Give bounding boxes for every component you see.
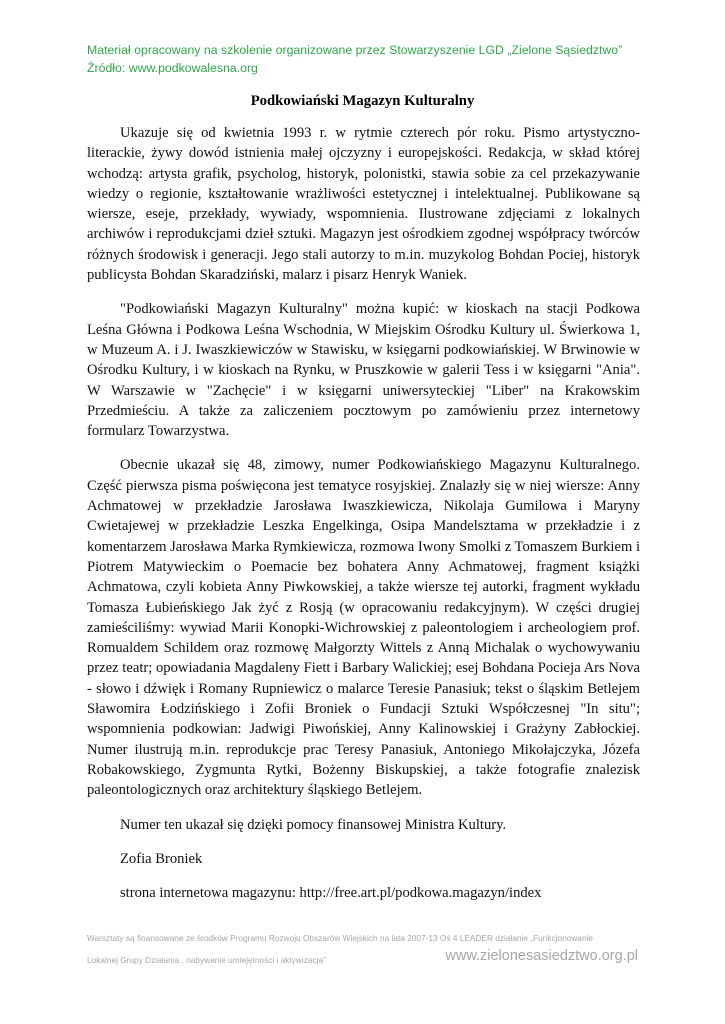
footer-funding-line-2: Lokalnej Grupy Działania , nabywanie umiejętności i aktywizacja” <box>87 955 326 965</box>
document-body <box>87 123 640 917</box>
paragraph-funding: Numer ten ukazał się dzięki pomocy finansowej Ministra Kultury. <box>120 816 507 833</box>
paragraph-current-issue: Obecnie ukazał się 48, zimowy, numer Podkowiańskiego Magazynu Kulturalnego. Część pierwsza pisma poświęcona jest tematyce rosyjskiej. Znalazły się w niej wiersze: Anny Achmatowej w przekładzie Jarosława Iwaszkiewicza, Nikolaja Gumilowa i Maryny Cwietajewej w przekładzie Leszka Engelkinga, Osipa Mandelsztama w przekładzie i z komentarzem Jarosława Marka Rymkiewicza, rozmowa Iwony Smolki z Tomaszem Burkiem i Piotrem Matywieckim o Poemacie bez bohatera Anny Achmatowej, fragment książki Achmatowa, czyli kobieta Anny Piwkowskiej, a także wiersze tej autorki, fragment wykładu Tomasza Łubieńskiego Jak żyć z Rosją (w opracowaniu redakcyjnym). W części drugiej zamieściliśmy: wywiad Marii Konopki-Wichrowskiej z paleontologiem i archeologiem prof. Romualdem Schildem oraz rozmowę Małgorzty Wittels z Anną Michalak o wychowywaniu przez teatr; opowiadania Magdaleny Fiett i Barbary Walickiej; esej Bohdana Pocieja Ars Nova - słowo i dźwięk i Romany Rupniewicz o malarce Teresie Panasiuk; tekst o śląskim Betlejem Sławomira Łodzińskiego i Zofii Broniek o Fundacji Sztuki Współczesnej "In situ"; wspomnienia podkowian: Jadwigi Piwońskiej, Anny Kalinowskiej i Grażyny Zabłockiej. Numer ilustrują m.in. reprodukcje prac Teresy Panasiuk, Antoniego Mikołajczyka, Józefa Robakowskiego, Zygmunta Rytki, Bożenny Biskupskiej, a także fotografie znalezisk paleontologicznych oraz architektury śląskiego Betlejem. <box>87 457 640 799</box>
paragraph-about: Ukazuje się od kwietnia 1993 r. w rytmie czterech pór roku. Pismo artystyczno-literackie, żywy dowód istnienia małej ojczyzny i europejskości. Redakcja, w skład której wchodzą: artysta grafik, psycholog, historyk, polonistki, stawia sobie za cel przekazywanie wiedzy o regionie, kształtowanie wrażliwości estetycznej i intelektualnej. Publikowane są wiersze, eseje, przekłady, wywiady, wspomnienia. Ilustrowane zdjęciami z lokalnych archiwów i reprodukcjami dzieł sztuki. Magazyn jest ośrodkiem zgodnej współpracy twórców różnych środowisk i generacji. Jego stali autorzy to m.in. muzykolog Bohdan Pociej, historyk publicysta Bohdan Skaradziński, malarz i pisarz Henryk Waniek. <box>87 125 640 284</box>
header-line-1: Materiał opracowany na szkolenie organizowane przez Stowarzyszenie LGD „Zielone Sąsiedztwo” <box>87 43 623 57</box>
paragraph-where-to-buy: "Podkowiański Magazyn Kulturalny" można kupić: w kioskach na stacji Podkowa Leśna Główna i Podkowa Leśna Wschodnia, W Miejskim Ośrodku Kultury ul. Świerkowa 1, w Muzeum A. i J. Iwaszkiewiczów w Stawisku, w księgarni podkowiańskiej. W Brwinowie w Ośrodku Kultury, i w kioskach na Rynku, w Pruszkowie w galerii Tess i w księgarni "Ania". W Warszawie w "Zachęcie" i w księgarni uniwersyteckiej "Liber" na Krakowskim Przedmieściu. A także za zaliczeniem pocztowym po zamówieniu przez internetowy formularz Towarzystwa. <box>87 301 640 440</box>
document-title: Podkowiański Magazyn Kulturalny <box>250 93 475 109</box>
magazine-website: strona internetowa magazynu: http://free.art.pl/podkowa.magazyn/index <box>120 885 542 902</box>
author-signature: Zofia Broniek <box>120 850 203 867</box>
footer-website-url: www.zielonesasiedztwo.org.pl <box>445 948 638 964</box>
page-header <box>87 41 647 77</box>
footer-funding-line-1: Warsztaty są finansowane ze środków Programu Rozwoju Obszarów Wiejskich na lata 2007-13 Oś 4 LEADER działanie „Funkcjonowanie <box>87 933 594 943</box>
header-source-line: Źródło: www.podkowalesna.org <box>87 61 258 75</box>
